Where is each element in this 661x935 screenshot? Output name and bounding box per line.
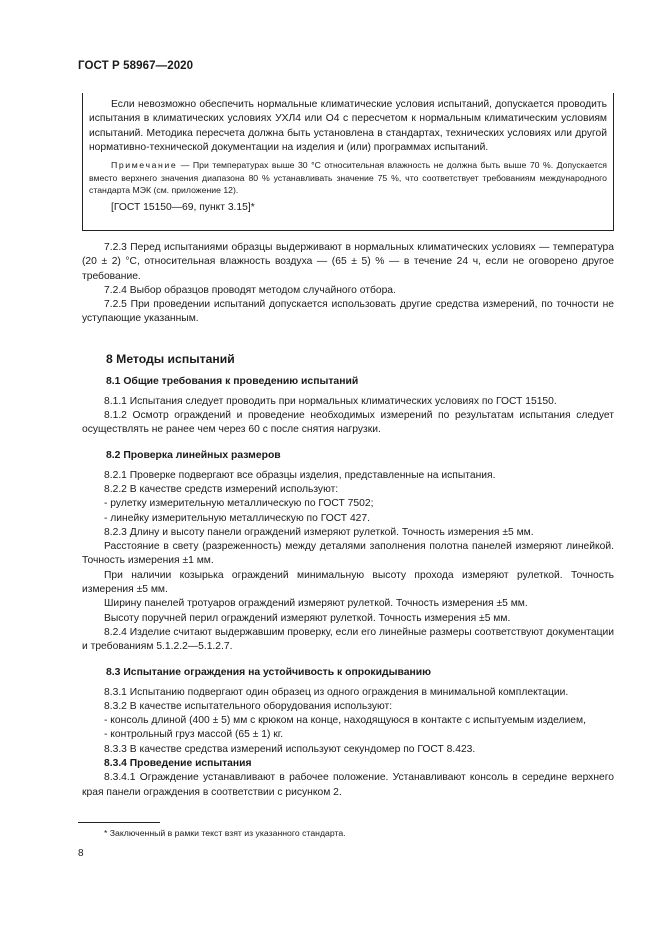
list-item: - консоль длиной (400 ± 5) мм с крюком на конце, находящуюся в контакте с испытуемым изделием, [104, 715, 586, 727]
clause-8-3-4-1: 8.3.4.1 Ограждение устанавливают в рабочее положение. Устанавливают консоль в середине верхнего края панели ограждения в соответствии с рисунком 2. [82, 772, 614, 798]
clause-8-3-1: 8.3.1 Испытанию подвергают один образец из одного ограждения в минимальной комплектации. [104, 686, 569, 698]
frame-reference: [ГОСТ 15150—69, пункт 3.15]* [111, 202, 255, 214]
clause-8-2-3-d: Ширину панелей тротуаров ограждений измеряют рулеткой. Точность измерения ±5 мм. [104, 598, 528, 610]
footnote-separator [78, 822, 160, 823]
footnote: * Заключенный в рамки текст взят из указанного стандарта. [104, 828, 346, 838]
clause-8-2-3-c: При наличии козырька ограждений минимальную высоту прохода измеряют рулеткой. Точность измерения ±5 мм. [82, 569, 614, 596]
frame-paragraph: Если невозможно обеспечить нормальные климатические условия испытаний, допускается проводить испытания в климатических условиях УХЛ4 или О4 с пересчетом к нормальным климатическим условиям испытаний. Методика пересчета должна быть установлена в стандартах, технических условиях или другой нормативно-технической документации на изделия и (или) программах испытаний. [89, 99, 607, 153]
heading-8-2: 8.2 Проверка линейных размеров [106, 449, 281, 461]
clause-8-2-4: 8.2.4 Изделие считают выдержавшим проверку, если его линейные размеры соответствуют документации и требованиям 5.1.2.2—5.1.2.7. [82, 626, 614, 653]
clause-8-2-1: 8.2.1 Проверке подвергают все образцы изделия, представленные на испытания. [104, 469, 496, 481]
clause-8-2-3-b: Расстояние в свету (разреженность) между деталями заполнения полотна панелей измеряют линейкой. Точность измерения ±1 мм. [82, 541, 614, 567]
list-item: - рулетку измерительную металлическую по ГОСТ 7502; [104, 498, 374, 510]
quoted-frame [82, 93, 614, 231]
clause-8-3-2: 8.3.2 В качестве испытательного оборудования используют: [104, 700, 393, 712]
clause-8-2-3-e: Высоту поручней перил ограждений измеряют рулеткой. Точность измерения ±5 мм. [104, 612, 511, 624]
clause-8-2-3: 8.2.3 Длину и высоту панели ограждений измеряют рулеткой. Точность измерения ±5 мм. [104, 526, 534, 538]
clause-7-2-5: 7.2.5 При проведении испытаний допускается использовать другие средства измерений, по точности не уступающие указанным. [82, 299, 614, 325]
document-header: ГОСТ Р 58967—2020 [78, 60, 194, 72]
section-8-title: 8 Методы испытаний [106, 351, 235, 366]
clause-7-2-4: 7.2.4 Выбор образцов проводят методом случайного отбора. [104, 284, 396, 296]
frame-note [89, 159, 607, 196]
clause-8-2-2: 8.2.2 В качестве средств измерений используют: [104, 483, 339, 495]
clause-8-1-2: 8.1.2 Осмотр ограждений и проведение необходимых измерений по результатам испытания следует осуществлять не ранее чем через 60 с после снятия нагрузки. [82, 410, 614, 436]
note-label: Примечание [111, 160, 178, 171]
list-item: - контрольный груз массой (65 ± 1) кг. [104, 729, 284, 741]
note-text: — При температурах выше 30 °С относительная влажность не должна быть выше 70 %. Допускается вместо верхнего значения диапазона 80 % устанавливать значение 75 %, что соответствует требованиям международного стандарта МЭК (см. приложение 12). [89, 160, 607, 195]
clause-8-1-1: 8.1.1 Испытания следует проводить при нормальных климатических условиях по ГОСТ 15150. [104, 395, 557, 407]
heading-8-1: 8.1 Общие требования к проведению испытаний [106, 375, 359, 387]
heading-8-3-4 [82, 757, 614, 771]
clause-7-2-3: 7.2.3 Перед испытаниями образцы выдерживают в нормальных климатических условиях — температура (20 ± 2) °С, относительная влажность воздуха — (65 ± 5) % — в течение 24 ч, если не оговорено другое требование. [82, 242, 614, 282]
list-item: - линейку измерительную металлическую по ГОСТ 427. [104, 512, 370, 524]
clause-8-3-3: 8.3.3 В качестве средства измерений используют секундомер по ГОСТ 8.423. [104, 743, 476, 755]
page-number: 8 [78, 848, 84, 859]
document-body [82, 241, 614, 800]
heading-8-3: 8.3 Испытание ограждения на устойчивость к опрокидыванию [106, 666, 432, 678]
heading-8-3-4-text: 8.3.4 Проведение испытания [104, 758, 252, 770]
